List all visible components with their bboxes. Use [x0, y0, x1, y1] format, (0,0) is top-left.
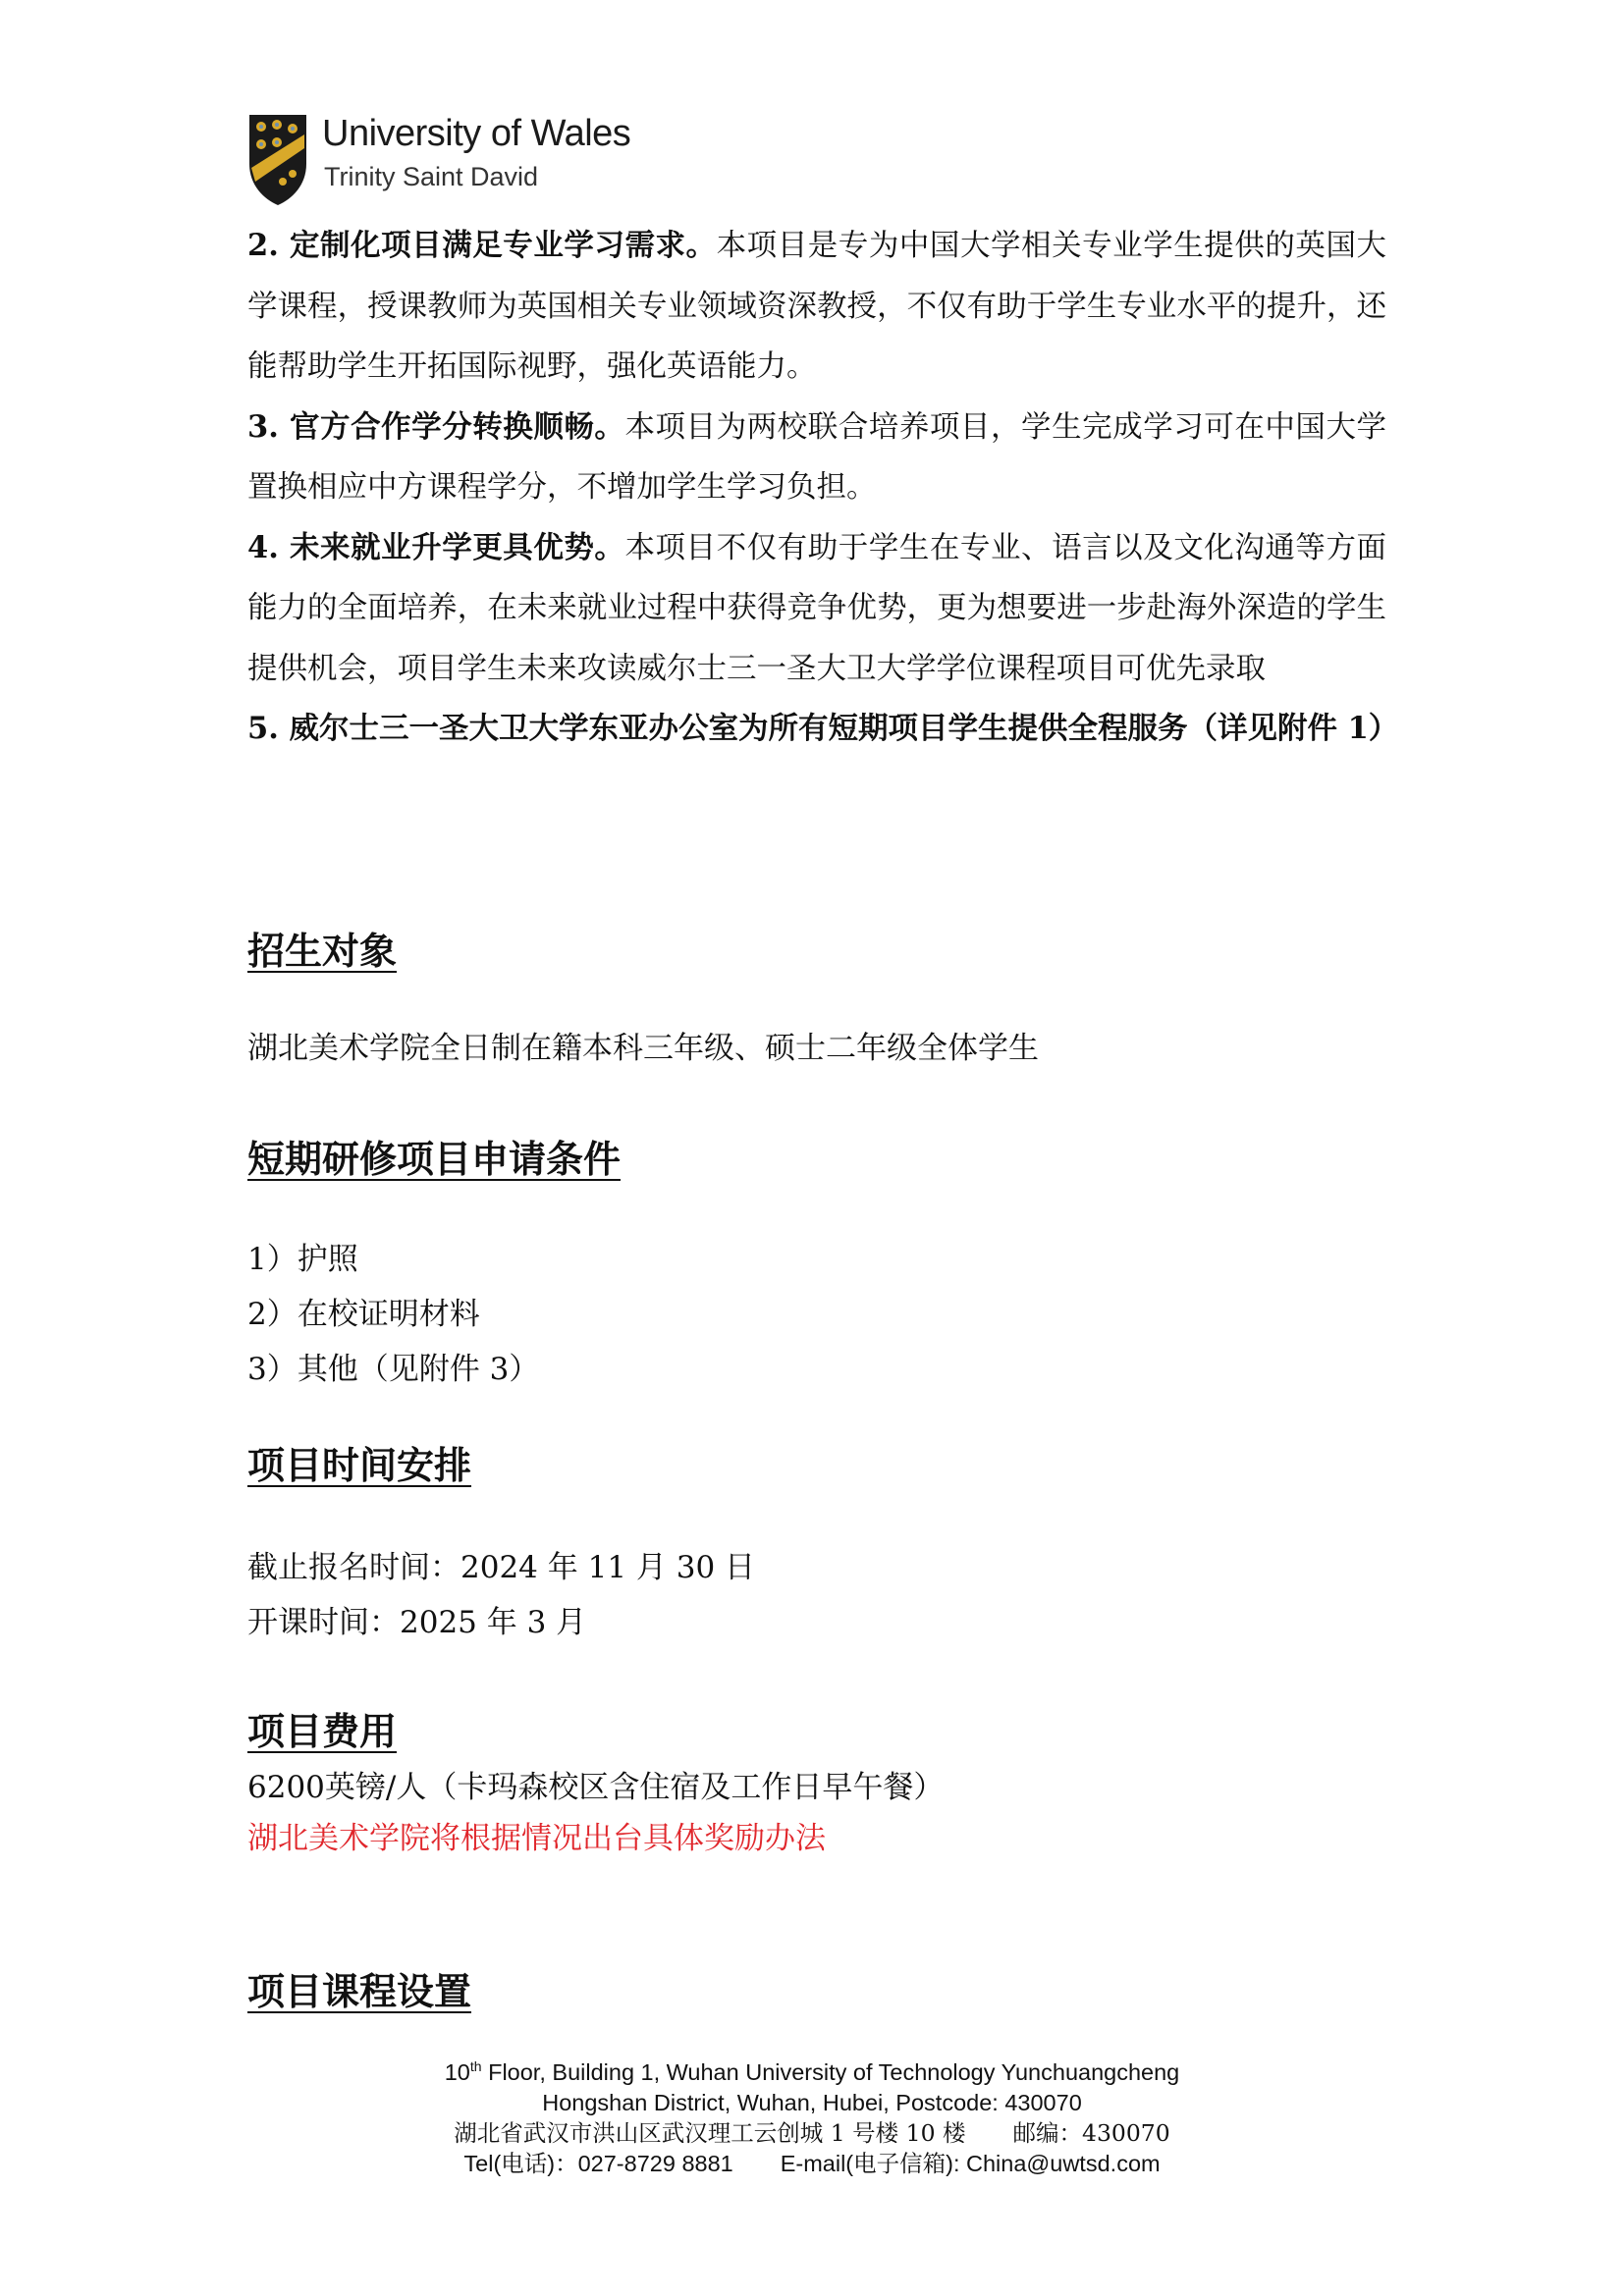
section-heading-schedule: 项目时间安排 [247, 1443, 472, 1487]
start-date-text: 开课时间：2025 年 3 月 [247, 1605, 587, 1640]
footer-tel: Tel(电话)：027-8729 8881 [463, 2150, 733, 2176]
university-name: University of Wales [322, 113, 631, 154]
fee-amount: 6200英镑/人（卡玛森校区含住宿及工作日早午餐） [247, 1770, 945, 1805]
footer-postcode: 邮编：430070 [1012, 2118, 1170, 2147]
point-4 [247, 518, 1386, 700]
point-3-body: 本项目为两校联合培养项目，学生完成学习可在中国大学置换相应中方课程学分，不增加学生学习负担。 [247, 409, 1386, 505]
section-heading-fees: 项目费用 [247, 1709, 398, 1753]
point-3 [247, 398, 1386, 518]
fee-notice: 湖北美术学院将根据情况出台具体奖励办法 [247, 1821, 826, 1856]
footer-floor-number: 10 [444, 2058, 470, 2085]
point-2-body: 本项目是专为中国大学相关专业学生提供的英国大学课程，授课教师为英国相关专业领域资深教授，不仅有助于学生专业水平的提升，还能帮助学生开拓国际视野，强化英语能力。 [247, 229, 1387, 384]
section-heading-courses: 项目课程设置 [247, 1969, 472, 2013]
shield-crest-icon [247, 113, 308, 207]
footer-contact [0, 2149, 1624, 2179]
intro-points [247, 216, 1399, 760]
deadline-text: 截止报名时间：2024 年 11 月 30 日 [247, 1550, 756, 1585]
footer-email: E-mail(电子信箱): China@uwtsd.com [780, 2150, 1161, 2176]
point-5 [247, 699, 1399, 760]
point-5-title: 5. 威尔士三一圣大卫大学东亚办公室为所有短期项目学生提供全程服务（详见附件 1） [247, 711, 1399, 746]
footer-address-cn-text: 湖北省武汉市洪山区武汉理工云创城 1 号楼 10 楼 [454, 2118, 966, 2147]
footer-address-line2: Hongshan District, Wuhan, Hubei, Postcode: 430070 [542, 2089, 1082, 2115]
requirement-item: 2）在校证明材料 [247, 1297, 480, 1332]
requirement-item: 1）护照 [247, 1242, 358, 1277]
section-heading-target: 招生对象 [247, 929, 398, 973]
section-heading-requirements: 短期研修项目申请条件 [247, 1137, 622, 1181]
target-text: 湖北美术学院全日制在籍本科三年级、硕士二年级全体学生 [247, 1031, 1039, 1066]
point-2-title: 2. 定制化项目满足专业学习需求。 [247, 228, 717, 263]
point-3-title: 3. 官方合作学分转换顺畅。 [247, 408, 625, 445]
university-logo [247, 113, 660, 211]
footer-floor-suffix: th [469, 2058, 482, 2074]
page-footer [0, 2052, 1624, 2179]
point-4-title: 4. 未来就业升学更具优势。 [247, 529, 625, 565]
university-subtitle: Trinity Saint David [324, 162, 539, 191]
footer-address-cn [0, 2118, 1624, 2149]
footer-address-text: Floor, Building 1, Wuhan University of Technology Yunchuangcheng [481, 2058, 1180, 2085]
footer-address-line1 [0, 2052, 1624, 2088]
requirement-item: 3）其他（见附件 3） [247, 1352, 540, 1387]
point-4-body: 本项目不仅有助于学生在专业、语言以及文化沟通等方面能力的全面培养，在未来就业过程中获得竞争优势，更为想要进一步赴海外深造的学生提供机会，项目学生未来攻读威尔士三一圣大卫大学学位课程项目可优先录取 [247, 530, 1386, 686]
point-2 [247, 216, 1386, 398]
